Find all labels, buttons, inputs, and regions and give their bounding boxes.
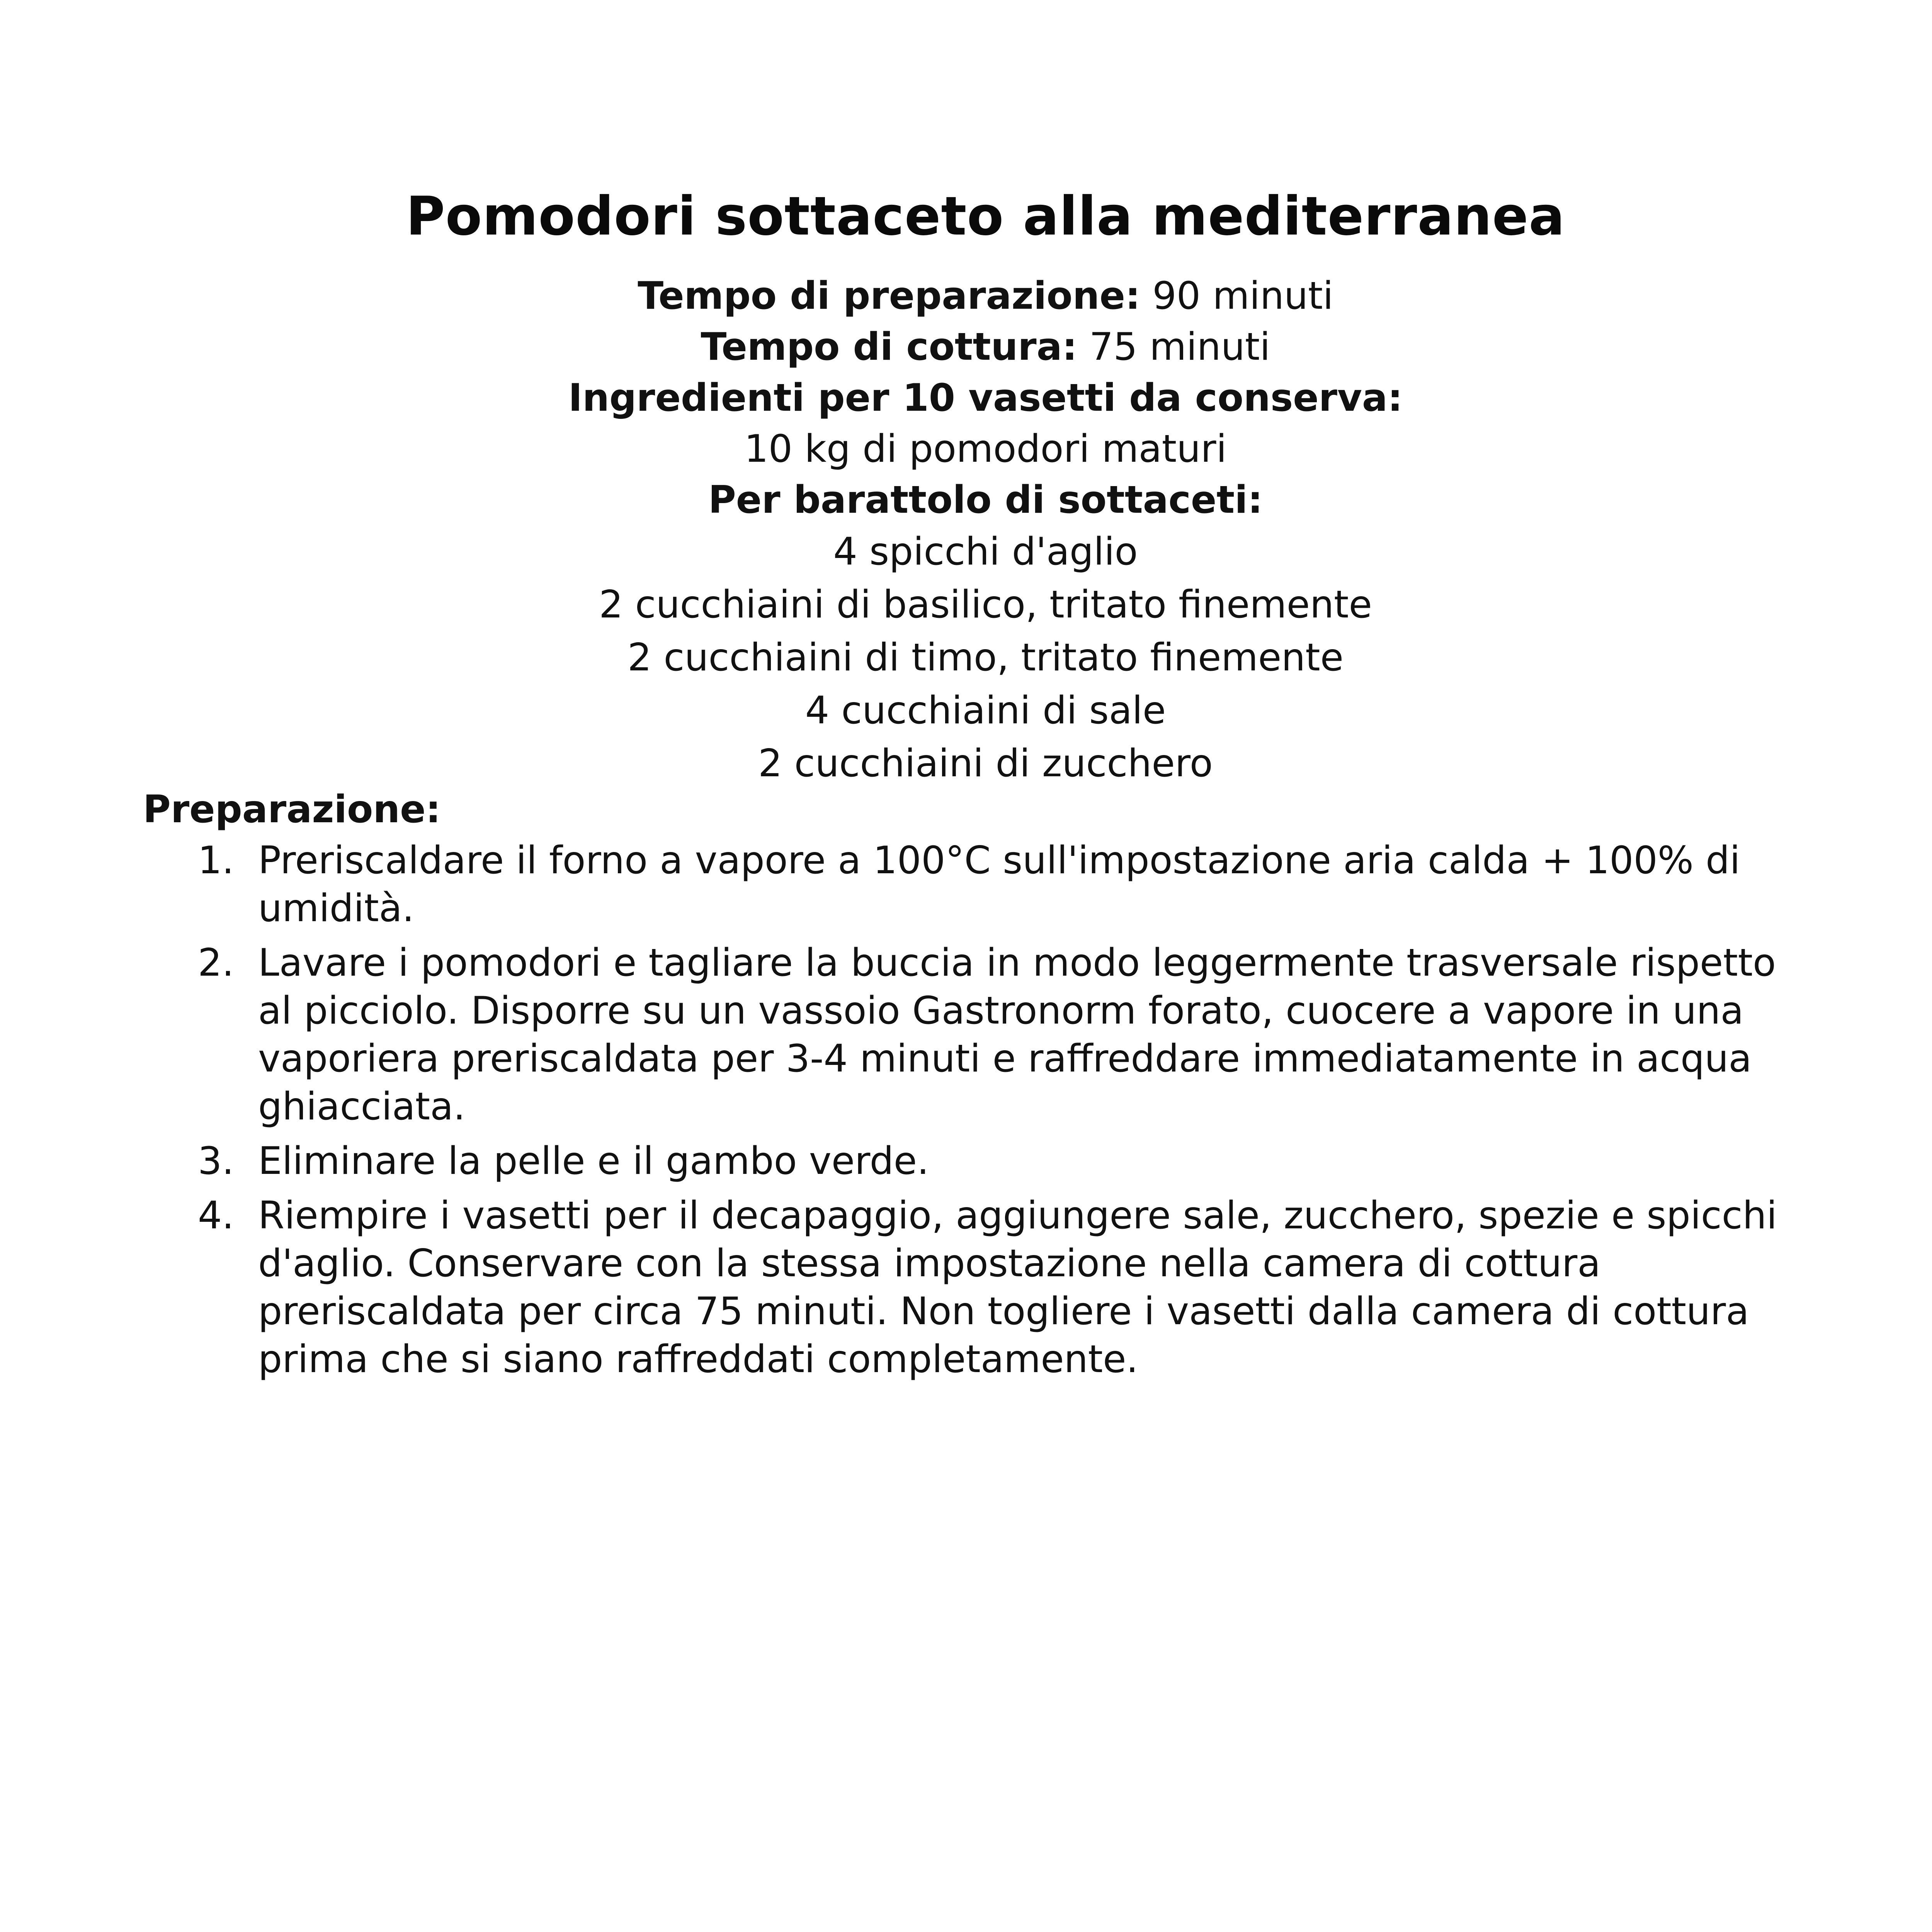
- recipe-info: [0, 270, 1932, 790]
- step-number: 4.: [198, 1194, 234, 1238]
- cook-time-value: 75 minuti: [1077, 325, 1270, 369]
- cook-time-line: [0, 321, 1932, 372]
- preparation-step: [193, 939, 1804, 1131]
- ingredient-item: 4 cucchiaini di sale: [805, 689, 1166, 733]
- preparation-steps: [193, 837, 1804, 1390]
- ingredient-item: 2 cucchiaini di zucchero: [758, 742, 1213, 786]
- step-text: Riempire i vasetti per il decapaggio, aggiungere sale, zucchero, spezie e spicchi d'aglio. Conservare con la stessa impostazione nella camera di cottura preriscaldata per circa 75 minuti. Non togliere i vasetti dalla camera di cottura prima che si siano raffreddati completamente.: [258, 1194, 1777, 1381]
- step-number: 3.: [198, 1139, 234, 1183]
- preparation-step: [193, 1137, 1804, 1185]
- main-ingredient: 10 kg di pomodori maturi: [744, 427, 1227, 471]
- preparation-step: [193, 837, 1804, 932]
- step-text: Eliminare la pelle e il gambo verde.: [258, 1139, 929, 1183]
- jar-heading: Per barattolo di sottaceti:: [708, 478, 1263, 522]
- prep-time-label: Tempo di preparazione:: [638, 274, 1141, 318]
- step-number: 1.: [198, 838, 234, 883]
- prep-time-line: [0, 270, 1932, 321]
- preparation-heading: Preparazione:: [143, 787, 441, 832]
- ingredients-heading: Ingredienti per 10 vasetti da conserva:: [568, 376, 1403, 420]
- step-number: 2.: [198, 941, 234, 985]
- recipe-title: Pomodori sottaceto alla mediterranea: [406, 185, 1565, 247]
- preparation-step: [193, 1192, 1804, 1383]
- ingredient-item: 2 cucchiaini di basilico, tritato finemente: [599, 583, 1372, 627]
- prep-time-value: 90 minuti: [1140, 274, 1333, 318]
- cook-time-label: Tempo di cottura:: [701, 325, 1077, 369]
- ingredient-item: 2 cucchiaini di timo, tritato finemente: [627, 636, 1344, 680]
- ingredient-item: 4 spicchi d'aglio: [833, 530, 1138, 574]
- step-text: Lavare i pomodori e tagliare la buccia in modo leggermente trasversale rispetto al picciolo. Disporre su un vassoio Gastronorm forato, cuocere a vapore in una vaporiera preriscaldata per 3-4 minuti e raffreddare immediatamente in acqua ghiacciata.: [258, 941, 1776, 1129]
- step-text: Preriscaldare il forno a vapore a 100°C sull'impostazione aria calda + 100% di umidità.: [258, 838, 1740, 930]
